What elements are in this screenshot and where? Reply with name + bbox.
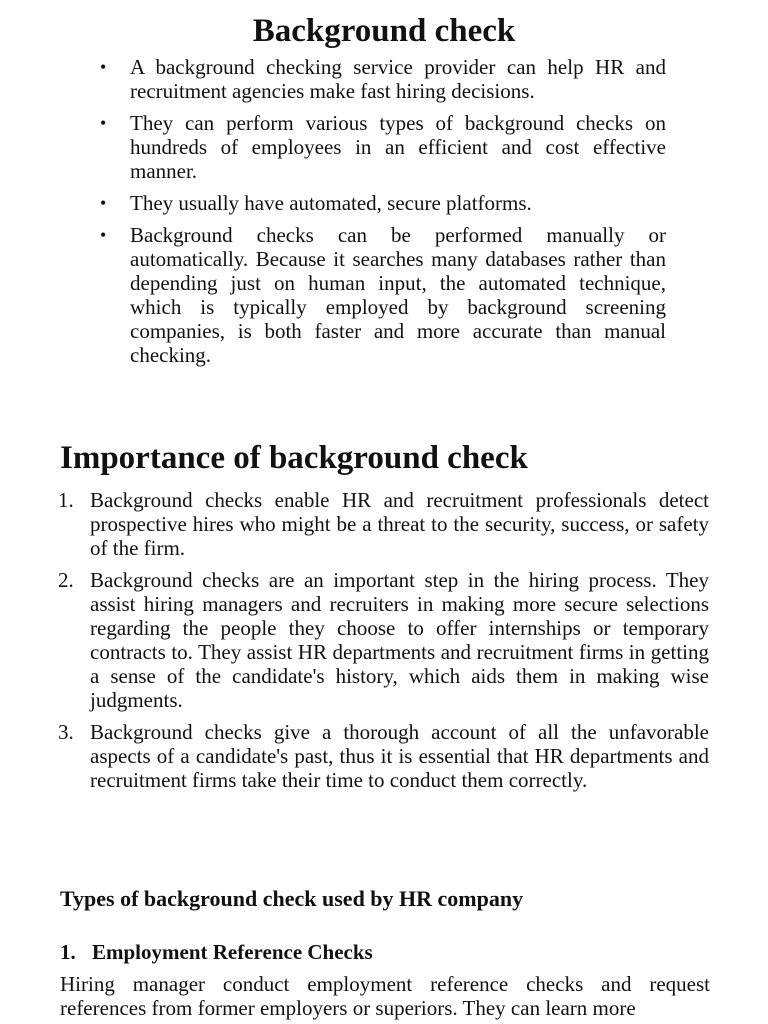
- item-text: Background checks are an important step in the hiring process. They assist hiring managers and recruiters in making more secure selections regarding the people they choose to offer internships or temporary contracts to. They assist HR departments and recruitment firms in getting a sense of the candidate's history, which aids them in making wise judgments.: [90, 568, 709, 712]
- list-item: [96, 223, 666, 367]
- page-title: Background check: [252, 13, 516, 49]
- importance-list: [58, 488, 709, 800]
- bullet-text: They usually have automated, secure platforms.: [130, 191, 532, 215]
- bullet-icon: •: [100, 225, 107, 245]
- item-text: Background checks give a thorough account of all the unfavorable aspects of a candidate's past, thus it is essential that HR departments and recruitment firms take their time to conduct them correctly.: [90, 720, 709, 792]
- bullet-icon: •: [100, 193, 107, 213]
- list-item: [96, 55, 666, 103]
- body-paragraph: Hiring manager conduct employment reference checks and request references from former employers or superiors. They can learn more: [60, 972, 710, 1020]
- item-number: 1.: [58, 488, 74, 512]
- subsection-heading: [60, 937, 720, 967]
- bullet-text: They can perform various types of background checks on hundreds of employees in an efficient and cost effective manner.: [130, 111, 666, 183]
- types-heading: Types of background check used by HR company: [60, 886, 524, 911]
- bullet-icon: •: [100, 113, 107, 133]
- list-item: [58, 568, 709, 712]
- bullet-list: [96, 55, 666, 375]
- item-number: 3.: [58, 720, 74, 744]
- importance-heading: Importance of background check: [60, 440, 528, 476]
- list-item: [58, 488, 709, 560]
- item-number: 2.: [58, 568, 74, 592]
- bullet-icon: •: [100, 57, 107, 77]
- subsection-title: Employment Reference Checks: [92, 940, 373, 964]
- list-item: [96, 111, 666, 183]
- list-item: [58, 720, 709, 792]
- item-text: Background checks enable HR and recruitment professionals detect prospective hires who might be a threat to the security, success, or safety of the firm.: [90, 488, 709, 560]
- bullet-text: Background checks can be performed manually or automatically. Because it searches many databases rather than depending just on human input, the automated technique, which is typically employed by background screening companies, is both faster and more accurate than manual checking.: [130, 223, 666, 367]
- subsection-number: 1.: [60, 940, 76, 964]
- bullet-text: A background checking service provider can help HR and recruitment agencies make fast hiring decisions.: [130, 55, 666, 103]
- list-item: [96, 191, 666, 215]
